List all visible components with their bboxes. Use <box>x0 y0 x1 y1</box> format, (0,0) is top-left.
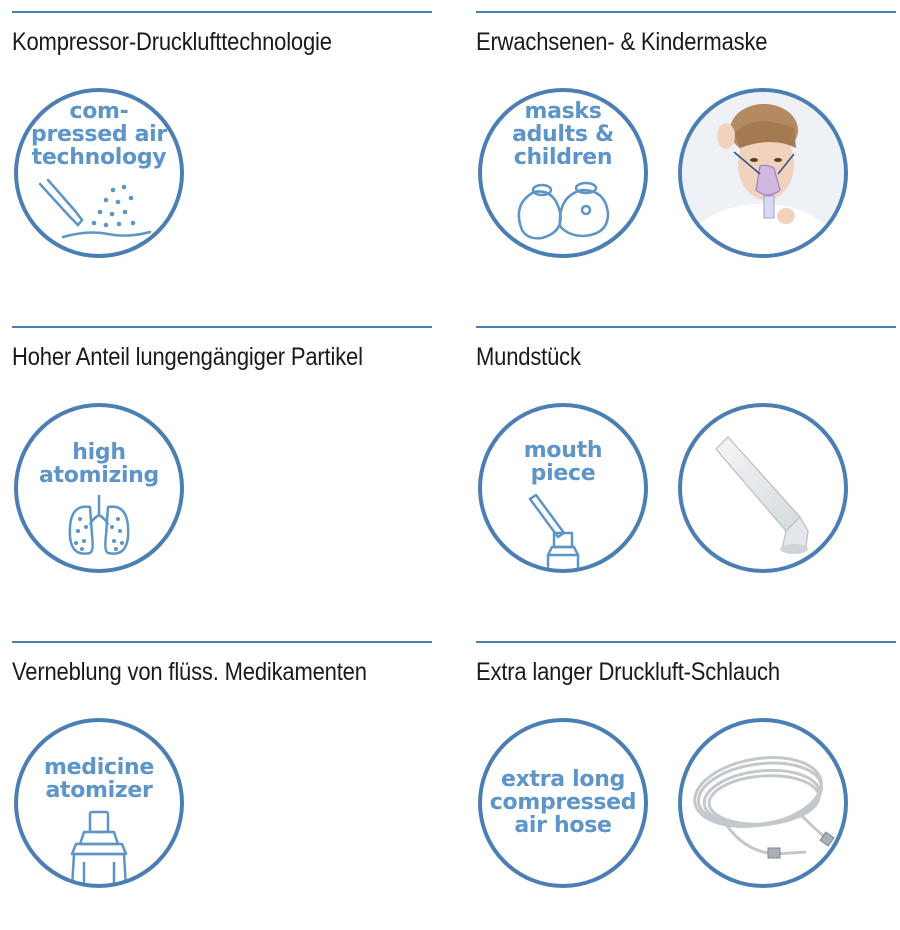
feature-heading: Hoher Anteil lungengängiger Partikel <box>12 343 363 371</box>
compressor-spray-icon <box>18 92 180 254</box>
woman-wearing-mask-photo <box>678 88 848 258</box>
badge-line: pressed air <box>31 122 167 147</box>
feature-air-hose <box>476 630 896 930</box>
air-hose-photo <box>678 718 848 888</box>
medicine-atomizer-badge <box>14 718 184 888</box>
badge-line: extra long <box>500 767 626 792</box>
divider <box>12 11 432 13</box>
air-hose-badge <box>478 718 648 888</box>
feature-masks <box>476 0 896 300</box>
masks-badge <box>478 88 648 258</box>
feature-high-atomizing <box>12 315 432 615</box>
badge-line: com- <box>69 99 129 124</box>
feature-compressor <box>12 0 432 300</box>
badge-line: technology <box>31 145 167 170</box>
feature-heading: Kompressor-Drucklufttechnologie <box>12 28 332 56</box>
divider <box>12 641 432 643</box>
badge-line: air hose <box>514 813 612 838</box>
badge-line: children <box>513 145 613 170</box>
feature-medicine-atomizer <box>12 630 432 930</box>
compressed-air-badge <box>14 88 184 258</box>
feature-heading: Extra langer Druckluft-Schlauch <box>476 658 780 686</box>
badge-line: medicine <box>44 755 154 780</box>
atomizer-bottle-icon <box>18 722 180 884</box>
divider <box>12 326 432 328</box>
high-atomizing-badge <box>14 403 184 573</box>
feature-mouthpiece <box>476 315 896 615</box>
divider <box>476 11 896 13</box>
masks-icon <box>482 92 644 254</box>
feature-heading: Erwachsenen- & Kindermaske <box>476 28 768 56</box>
badge-line: compressed <box>489 790 637 815</box>
badge-line: adults & <box>512 122 614 147</box>
badge-line: piece <box>530 461 596 486</box>
feature-heading: Verneblung von flüss. Medikamenten <box>12 658 367 686</box>
divider <box>476 641 896 643</box>
feature-heading: Mundstück <box>476 343 581 371</box>
mouthpiece-badge <box>478 403 648 573</box>
badge-line: high <box>72 440 126 465</box>
divider <box>476 326 896 328</box>
mouthpiece-photo <box>678 403 848 573</box>
mouthpiece-icon <box>482 407 644 569</box>
badge-line: atomizer <box>45 778 153 803</box>
badge-line: atomizing <box>39 463 159 488</box>
lungs-icon <box>18 407 180 569</box>
badge-line: masks <box>524 99 602 124</box>
badge-line: mouth <box>523 438 603 463</box>
